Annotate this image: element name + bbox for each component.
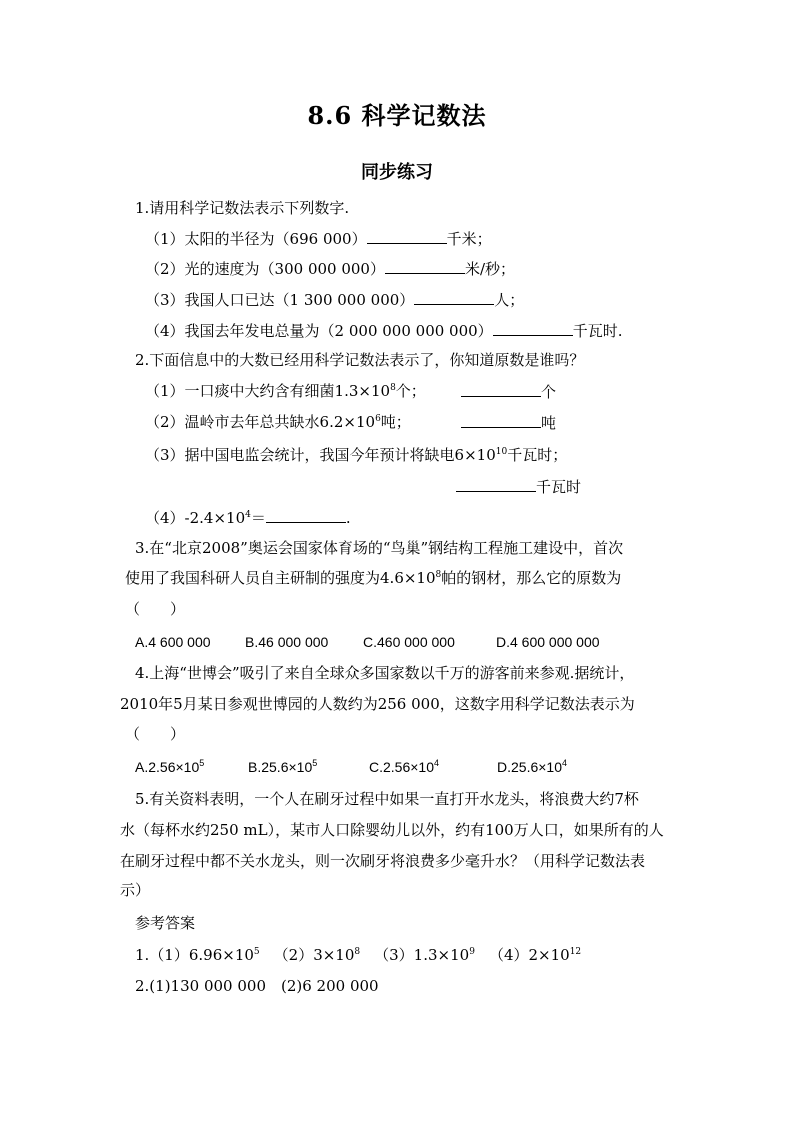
q1-item-3	[145, 289, 524, 310]
answer-1-part-2: （2）3×10	[273, 946, 355, 964]
q2-item-3-unit: 千瓦时	[536, 478, 582, 496]
q2-item-1-answer	[461, 381, 556, 402]
q3-paren: （ ）	[125, 600, 186, 618]
q2-item-2-unit: 吨	[541, 414, 557, 432]
q4-option-d-base: D.25.6×10	[497, 759, 562, 775]
q4-line-1: 4.上海“世博会”吸引了来自全球众多国家数以千万的游客前来参观.据统计，	[135, 664, 635, 682]
q1-item-4-unit: 千瓦时.	[572, 322, 623, 340]
q3-line-1: 3.在“北京2008”奥运会国家体育场的“鸟巢”钢结构工程施工建设中，首次	[135, 539, 624, 557]
q2-item-4-end: .	[345, 509, 351, 527]
answer-blank[interactable]	[367, 228, 447, 244]
page-title: 8.6 科学记数法	[307, 101, 487, 130]
q2-item-3	[145, 445, 567, 465]
exponent: 4	[434, 758, 440, 768]
exponent: 4	[562, 758, 568, 768]
q2-item-1-text: （1）一口痰中大约含有细菌1.3×10	[145, 382, 391, 400]
answer-blank[interactable]	[414, 289, 494, 305]
answer-blank[interactable]	[461, 381, 541, 397]
q2-item-4-text: （4）-2.4×10	[145, 509, 246, 527]
answer-2: 2.(1)130 000 000 (2)6 200 000	[135, 977, 379, 995]
q1-item-2	[145, 258, 515, 279]
q4-option-c[interactable]	[369, 757, 497, 777]
exponent: 8	[435, 570, 442, 580]
exponent: 5	[253, 947, 260, 957]
q4-option-c-base: C.2.56×10	[369, 759, 434, 775]
q2-item-1	[145, 381, 426, 401]
q3-line-2	[125, 568, 621, 588]
q2-item-3-text: （3）据中国电监会统计，我国今年预计将缺电6×10	[145, 446, 496, 464]
page-subtitle: 同步练习	[361, 162, 433, 183]
answers-heading: 参考答案	[135, 914, 196, 932]
q2-item-3-answer	[456, 476, 581, 497]
q4-option-a[interactable]	[135, 757, 248, 777]
q2-item-3-tail: 千瓦时；	[507, 446, 568, 464]
q3-option-d[interactable]: D.4 600 000 000	[496, 634, 600, 650]
q2-item-4-tail: ＝	[250, 509, 266, 527]
exponent: 6	[375, 414, 381, 424]
q3-line-2-text: 使用了我国科研人员自主研制的强度为4.6×10	[125, 569, 436, 587]
answer-1-part-1: 1.（1）6.96×10	[135, 946, 254, 964]
q4-options	[135, 757, 567, 777]
q1-item-1-text: （1）太阳的半径为（696 000）	[145, 230, 367, 248]
exponent: 10	[495, 447, 508, 457]
answer-blank[interactable]	[493, 320, 573, 336]
q3-option-a[interactable]: A.4 600 000	[135, 634, 211, 650]
q1-item-2-unit: 米/秒；	[464, 260, 516, 278]
answer-1	[135, 945, 581, 965]
q4-option-a-base: A.2.56×10	[135, 759, 200, 775]
q1-item-4	[145, 320, 622, 341]
q3-option-c[interactable]: C.460 000 000	[363, 634, 455, 650]
answer-blank[interactable]	[461, 412, 541, 428]
answer-blank[interactable]	[456, 476, 536, 492]
q1-item-1-unit: 千米；	[446, 230, 492, 248]
q4-option-b[interactable]	[248, 757, 369, 777]
q2-item-4	[145, 507, 351, 528]
answer-blank[interactable]	[385, 258, 465, 274]
q1-stem: 1.请用科学记数法表示下列数字.	[135, 199, 350, 217]
q2-item-2-text: （2）温岭市去年总共缺水6.2×10	[145, 413, 376, 431]
q4-option-d[interactable]	[497, 757, 567, 777]
q5-line-1: 5.有关资料表明，一个人在刷牙过程中如果一直打开水龙头，将浪费大约7杯	[135, 790, 639, 808]
q1-item-3-text: （3）我国人口已达（1 300 000 000）	[145, 291, 415, 309]
q3-option-b[interactable]: B.46 000 000	[245, 634, 329, 650]
q1-item-2-text: （2）光的速度为（300 000 000）	[145, 260, 385, 278]
exponent: 8	[390, 383, 396, 393]
q4-line-2: 2010年5月某日参观世博园的人数约为256 000，这数字用科学记数法表示为	[120, 695, 635, 713]
q2-stem: 2.下面信息中的大数已经用科学记数法表示了，你知道原数是谁吗？	[135, 351, 585, 369]
q2-item-2-answer	[461, 412, 556, 433]
exponent: 4	[245, 510, 251, 520]
exponent: 5	[199, 758, 205, 768]
q1-item-1	[145, 228, 492, 249]
q3-line-2-tail: 帕的钢材，那么它的原数为	[441, 569, 622, 587]
answer-1-part-4: （4）2×10	[488, 946, 570, 964]
q1-item-3-unit: 人；	[494, 291, 525, 309]
exponent: 12	[569, 947, 582, 957]
q4-option-b-base: B.25.6×10	[248, 759, 313, 775]
q2-item-1-tail: 个；	[395, 382, 426, 400]
q5-line-2: 水（每杯水约250 mL），某市人口除婴幼儿以外，约有100万人口，如果所有的人	[120, 821, 664, 839]
q2-item-2	[145, 412, 411, 432]
q2-item-2-tail: 吨；	[380, 413, 411, 431]
exponent: 5	[312, 758, 318, 768]
q5-line-4: 示）	[120, 881, 151, 899]
exponent: 9	[469, 947, 475, 957]
answer-blank[interactable]	[266, 507, 346, 523]
q1-item-4-text: （4）我国去年发电总量为（2 000 000 000 000）	[145, 322, 493, 340]
q3-options	[135, 632, 600, 652]
q5-line-3: 在刷牙过程中都不关水龙头，则一次刷牙将浪费多少毫升水？（用科学记数法表	[120, 852, 646, 870]
answer-1-part-3: （3）1.3×10	[374, 946, 470, 964]
q2-item-1-unit: 个	[541, 383, 557, 401]
q4-paren: （ ）	[125, 725, 186, 743]
exponent: 8	[354, 947, 361, 957]
